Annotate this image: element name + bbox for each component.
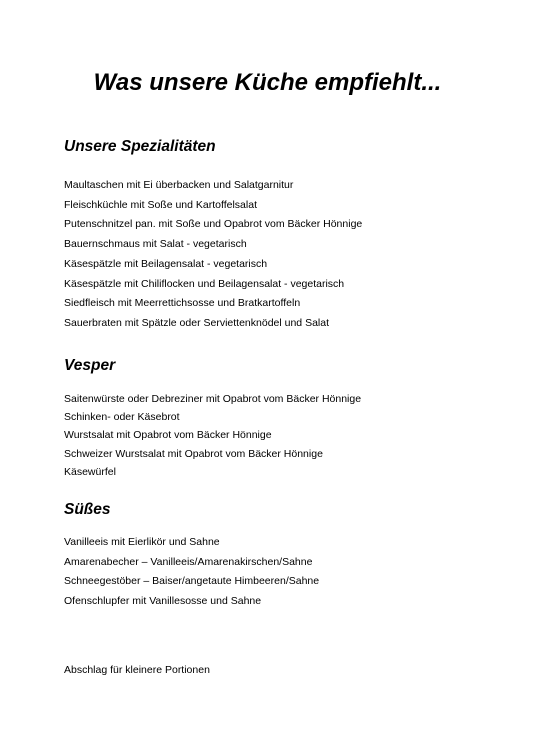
menu-item: Schneegestöber – Baiser/angetaute Himbeeren/Sahne xyxy=(64,575,320,587)
specialties-list xyxy=(64,176,362,334)
menu-item: Sauerbraten mit Spätzle oder Serviettenknödel und Salat xyxy=(64,316,329,329)
menu-item: Maultaschen mit Ei überbacken und Salatgarnitur xyxy=(64,179,294,191)
menu-item: Fleischküchle mit Soße und Kartoffelsalat xyxy=(64,198,257,211)
menu-item: Ofenschlupfer mit Vanillesosse und Sahne xyxy=(64,594,262,607)
menu-item: Schweizer Wurstsalat mit Opabrot vom Bäcker Hönnige xyxy=(64,447,323,460)
menu-item: Saitenwürste oder Debreziner mit Opabrot vom Bäcker Hönnige xyxy=(64,393,362,405)
sweets-list xyxy=(64,533,319,611)
menu-item: Vanilleeis mit Eierlikör und Sahne xyxy=(64,536,220,548)
section-heading-specialties: Unsere Spezialitäten xyxy=(64,138,216,155)
menu-item: Schinken- oder Käsebrot xyxy=(64,411,180,424)
section-heading-vesper: Vesper xyxy=(64,357,116,374)
menu-item: Käsespätzle mit Beilagensalat - vegetarisch xyxy=(64,257,268,270)
menu-item: Wurstsalat mit Opabrot vom Bäcker Hönnige xyxy=(64,429,272,442)
menu-item: Käsewürfel xyxy=(64,465,116,478)
page-title: Was unsere Küche empfiehlt... xyxy=(93,69,442,96)
footer-note: Abschlag für kleinere Portionen xyxy=(64,664,210,676)
section-heading-sweets: Süßes xyxy=(64,501,111,518)
menu-item: Amarenabecher – Vanilleeis/Amarenakirschen/Sahne xyxy=(64,555,313,568)
menu-item: Siedfleisch mit Meerrettichsosse und Bratkartoffeln xyxy=(64,297,301,310)
menu-item: Bauernschmaus mit Salat - vegetarisch xyxy=(64,238,247,251)
menu-item: Putenschnitzel pan. mit Soße und Opabrot vom Bäcker Hönnige xyxy=(64,218,363,231)
vesper-list xyxy=(64,390,361,481)
menu-item: Käsespätzle mit Chiliflocken und Beilagensalat - vegetarisch xyxy=(64,277,345,290)
